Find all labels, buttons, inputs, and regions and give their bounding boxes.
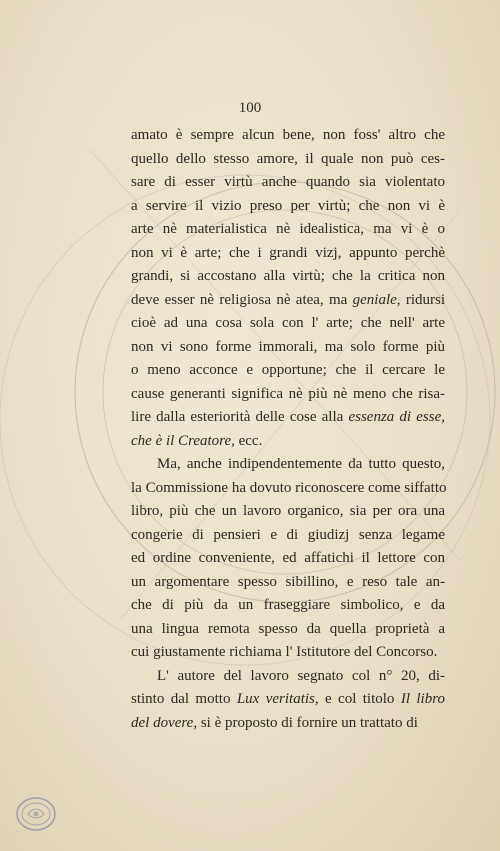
text-run: ecc. (234, 432, 263, 449)
text-line (131, 500, 445, 524)
text-line (131, 312, 445, 336)
text-run: deve esser nè religiosa nè atea, ma (131, 291, 353, 308)
text-run: non vi è arte; che i grandi vizj, appunto perchè (131, 244, 445, 261)
text-run: ed ordine conveniente, ed affatichi il lettore con (131, 550, 445, 566)
text-line (131, 665, 445, 689)
text-line (131, 453, 445, 477)
text-run: a servire il vizio preso per virtù; che non vi è (131, 197, 445, 214)
italic-text: Il libro (400, 691, 445, 707)
text-run: si è proposto di fornire un trattato di (197, 714, 418, 731)
text-line (131, 406, 445, 430)
text-run: quello dello stesso amore, il quale non può ces- (131, 150, 445, 167)
text-run: lire dalla esteriorità delle cose alla (131, 409, 349, 425)
italic-text: Lux veritatis, (236, 691, 319, 707)
text-run: L' autore del lavoro segnato col n° 20, di- (157, 667, 445, 684)
text-line (131, 383, 445, 407)
text-line (131, 688, 445, 712)
text-run: libro, più che un lavoro organico, sia per ora una (131, 503, 445, 519)
text-run: o meno acconce e opportune; che il cercare le (131, 362, 445, 378)
text-line (131, 618, 445, 642)
text-line (131, 171, 445, 195)
library-stamp-icon (14, 794, 58, 834)
italic-text: che è il Creatore, (131, 432, 235, 449)
text-run: non vi sono forme immorali, ma solo forme più (131, 338, 445, 355)
text-line (131, 641, 445, 665)
text-run: e col titolo (318, 691, 401, 707)
text-run: Ma, anche indipendentemente da tutto questo, (157, 456, 445, 472)
text-line (131, 547, 445, 571)
text-line (131, 477, 445, 501)
italic-text: del dovere, (131, 714, 198, 731)
text-line (131, 265, 445, 289)
text-run: una lingua remota spesso da quella proprietà a (131, 620, 445, 637)
text-run: cui giustamente richiama l' Istitutore del Concorso. (131, 644, 438, 660)
body-text (131, 124, 445, 735)
text-line (131, 242, 445, 266)
text-line (131, 289, 445, 313)
text-run: cioè ad una cosa sola con l' arte; che nell' arte (131, 315, 445, 331)
text-run: amato è sempre alcun bene, non foss' altro che (131, 127, 445, 143)
text-run: , ridursi (396, 291, 445, 308)
text-run: grandi, si accostano alla virtù; che la critica non (131, 268, 445, 284)
text-line (131, 712, 445, 736)
text-run: un argomentare spesso sibillino, e reso tale an- (131, 573, 445, 590)
page-number: 100 (238, 100, 262, 116)
text-run: che di più da un fraseggiare simbolico, e da (131, 597, 445, 613)
text-line (131, 571, 445, 595)
text-run: congerie di pensieri e di giudizj senza legame (131, 526, 445, 543)
text-line (131, 124, 445, 148)
italic-text: geniale (352, 291, 397, 308)
text-run: arte nè materialistica nè idealistica, ma vi è o (131, 221, 445, 237)
text-line (131, 524, 445, 548)
text-line (131, 594, 445, 618)
text-line (131, 359, 445, 383)
text-line (131, 195, 445, 219)
text-line (131, 218, 445, 242)
text-line (131, 148, 445, 172)
text-run: cause generanti significa nè più nè meno che risa- (131, 385, 445, 402)
text-line (131, 336, 445, 360)
text-run: sare di esser virtù anche quando sia violentato (131, 174, 445, 190)
text-run: stinto dal motto (131, 691, 237, 707)
italic-text: essenza di esse, (348, 409, 445, 425)
text-line (131, 430, 445, 454)
text-run: la Commissione ha dovuto riconoscere come siffatto (131, 479, 447, 496)
